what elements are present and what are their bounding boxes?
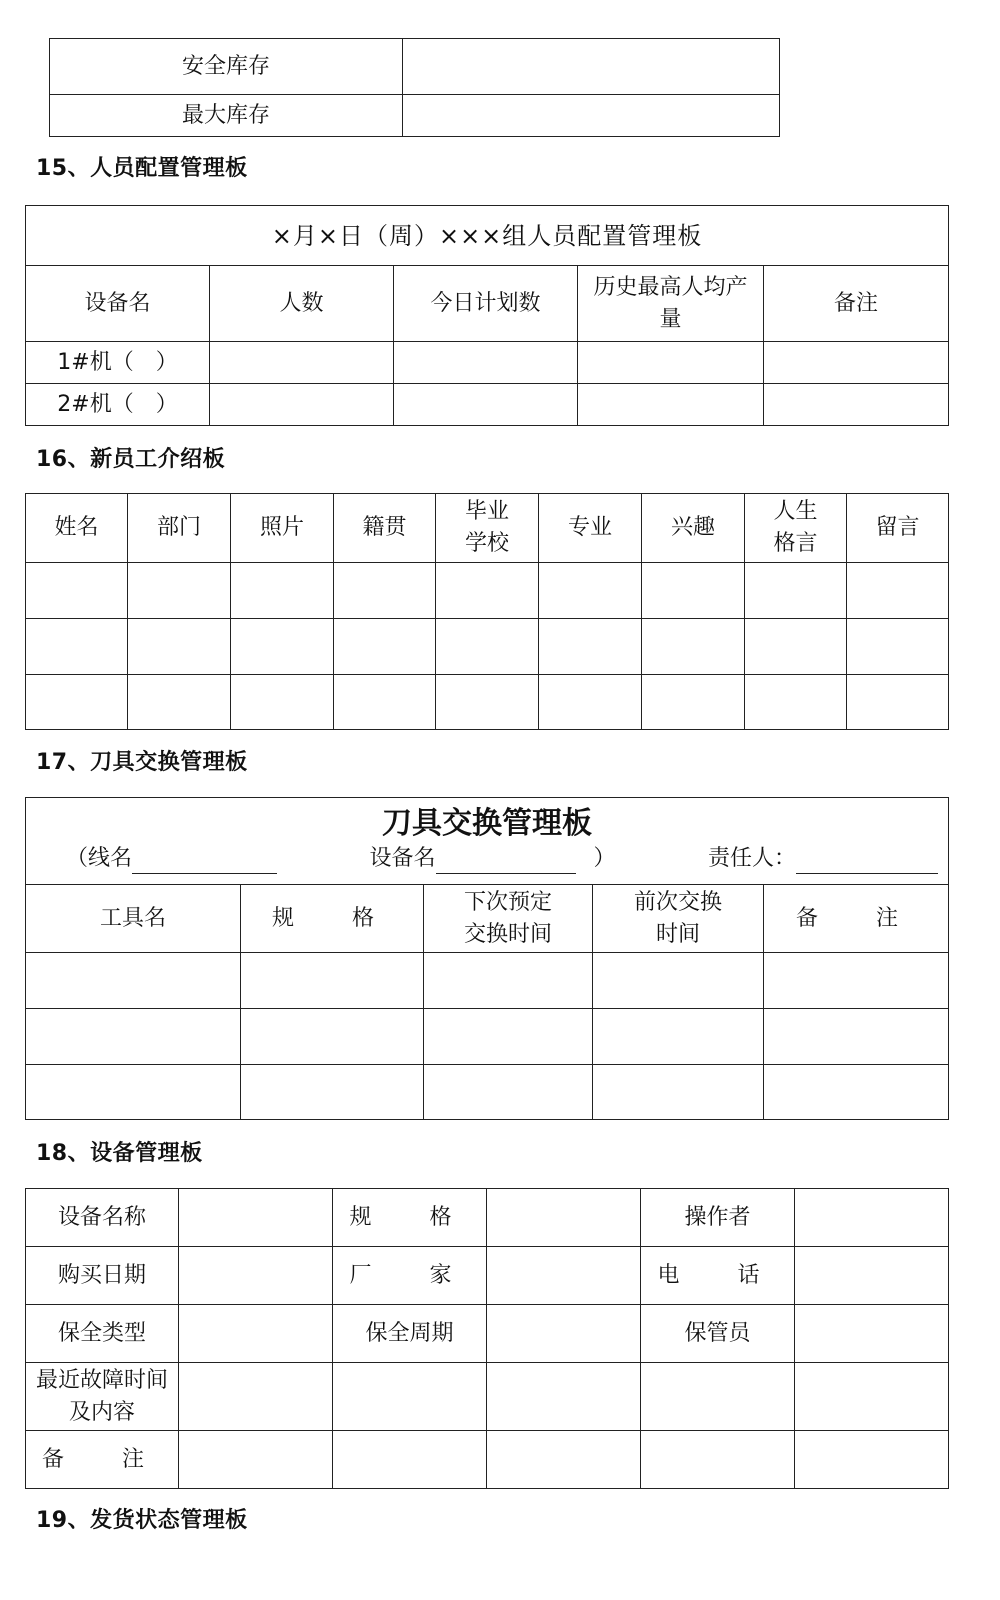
table-cell[interactable] bbox=[795, 1305, 949, 1363]
label-recent-failure: 最近故障时间及内容 bbox=[26, 1363, 179, 1431]
header-spec: 规 格 bbox=[241, 885, 424, 953]
equipment-name-label: 设备名 bbox=[369, 846, 436, 871]
header-remarks: 备注 bbox=[764, 266, 949, 342]
line-name-field[interactable] bbox=[66, 844, 277, 874]
tool-board-meta bbox=[26, 844, 948, 878]
header-historical-best: 历史最高人均产量 bbox=[578, 266, 764, 342]
label-manufacturer: 厂 家 bbox=[333, 1247, 487, 1305]
table-cell[interactable] bbox=[26, 619, 128, 675]
label-phone: 电 话 bbox=[641, 1247, 795, 1305]
line-name-label: （线名 bbox=[66, 846, 133, 871]
table-cell[interactable] bbox=[26, 675, 128, 730]
table-cell[interactable] bbox=[578, 342, 764, 384]
table-cell[interactable] bbox=[847, 563, 949, 619]
table-cell[interactable] bbox=[179, 1305, 333, 1363]
table-cell[interactable] bbox=[436, 563, 539, 619]
table-cell[interactable] bbox=[241, 953, 424, 1009]
table-cell[interactable] bbox=[394, 384, 578, 426]
table-cell[interactable] bbox=[642, 675, 745, 730]
table-cell[interactable] bbox=[642, 619, 745, 675]
label-purchase-date: 购买日期 bbox=[26, 1247, 179, 1305]
header-photo: 照片 bbox=[231, 494, 334, 563]
table-cell[interactable] bbox=[241, 1009, 424, 1065]
label-operator: 操作者 bbox=[641, 1189, 795, 1247]
table-cell[interactable] bbox=[764, 1065, 949, 1120]
table-cell[interactable] bbox=[179, 1431, 333, 1489]
table-cell[interactable] bbox=[641, 1363, 795, 1431]
table-cell[interactable] bbox=[424, 1009, 593, 1065]
table-cell[interactable] bbox=[333, 1431, 487, 1489]
table-cell[interactable] bbox=[179, 1363, 333, 1431]
table-cell[interactable] bbox=[847, 675, 949, 730]
table-cell[interactable] bbox=[436, 619, 539, 675]
max-stock-label: 最大库存 bbox=[50, 95, 403, 137]
owner-label: 责任人： bbox=[707, 846, 796, 871]
table-cell[interactable] bbox=[334, 563, 436, 619]
staffing-board-title: ×月×日（周）×××组人员配置管理板 bbox=[26, 206, 949, 266]
table-cell[interactable] bbox=[487, 1247, 641, 1305]
label-custodian: 保管员 bbox=[641, 1305, 795, 1363]
max-stock-value[interactable] bbox=[403, 95, 780, 137]
table-cell[interactable] bbox=[745, 675, 847, 730]
tool-board-header bbox=[26, 798, 949, 885]
table-cell[interactable] bbox=[210, 384, 394, 426]
table-cell[interactable] bbox=[795, 1363, 949, 1431]
table-cell[interactable] bbox=[487, 1305, 641, 1363]
table-cell[interactable] bbox=[26, 563, 128, 619]
table-cell[interactable] bbox=[578, 384, 764, 426]
section-heading-15: 15、人员配置管理板 bbox=[36, 156, 248, 181]
table-cell[interactable] bbox=[231, 675, 334, 730]
table-cell[interactable] bbox=[487, 1189, 641, 1247]
owner-field[interactable] bbox=[708, 844, 938, 874]
table-cell[interactable] bbox=[487, 1431, 641, 1489]
table-cell[interactable] bbox=[795, 1189, 949, 1247]
table-cell[interactable] bbox=[487, 1363, 641, 1431]
header-equipment-name: 设备名 bbox=[26, 266, 210, 342]
staffing-board-table bbox=[25, 205, 949, 426]
table-cell[interactable] bbox=[593, 953, 764, 1009]
owner-blank[interactable] bbox=[796, 849, 938, 874]
table-cell[interactable] bbox=[334, 619, 436, 675]
header-headcount: 人数 bbox=[210, 266, 394, 342]
table-cell[interactable] bbox=[795, 1431, 949, 1489]
table-cell[interactable] bbox=[641, 1431, 795, 1489]
table-cell[interactable] bbox=[210, 342, 394, 384]
safety-stock-value[interactable] bbox=[403, 39, 780, 95]
equipment-name-blank[interactable] bbox=[436, 849, 576, 874]
table-cell[interactable] bbox=[764, 1009, 949, 1065]
table-cell[interactable] bbox=[764, 384, 949, 426]
header-interests: 兴趣 bbox=[642, 494, 745, 563]
table-cell[interactable] bbox=[128, 675, 231, 730]
table-cell[interactable] bbox=[539, 563, 642, 619]
section-heading-19: 19、发货状态管理板 bbox=[36, 1508, 248, 1533]
table-cell[interactable] bbox=[424, 1065, 593, 1120]
table-cell[interactable] bbox=[745, 563, 847, 619]
table-cell[interactable] bbox=[436, 675, 539, 730]
machine-2-label: 2#机（ ） bbox=[26, 384, 210, 426]
table-cell[interactable] bbox=[424, 953, 593, 1009]
new-employee-board-table bbox=[25, 493, 949, 730]
line-name-blank[interactable] bbox=[132, 849, 277, 874]
label-spec: 规 格 bbox=[333, 1189, 487, 1247]
table-cell[interactable] bbox=[333, 1363, 487, 1431]
table-cell[interactable] bbox=[764, 342, 949, 384]
table-cell[interactable] bbox=[847, 619, 949, 675]
table-cell[interactable] bbox=[764, 953, 949, 1009]
header-major: 专业 bbox=[539, 494, 642, 563]
tool-board-title: 刀具交换管理板 bbox=[382, 806, 592, 841]
table-cell[interactable] bbox=[745, 619, 847, 675]
tool-board-table bbox=[25, 797, 949, 1120]
table-cell[interactable] bbox=[593, 1009, 764, 1065]
safety-stock-label: 安全库存 bbox=[50, 39, 403, 95]
label-maintenance-type: 保全类型 bbox=[26, 1305, 179, 1363]
table-cell[interactable] bbox=[231, 563, 334, 619]
table-cell[interactable] bbox=[179, 1189, 333, 1247]
header-last-exchange: 前次交换时间 bbox=[593, 885, 764, 953]
header-remarks: 备 注 bbox=[764, 885, 949, 953]
section-heading-16: 16、新员工介绍板 bbox=[36, 447, 226, 472]
label-equipment-name: 设备名称 bbox=[26, 1189, 179, 1247]
table-cell[interactable] bbox=[26, 1009, 241, 1065]
header-department: 部门 bbox=[128, 494, 231, 563]
header-hometown: 籍贯 bbox=[334, 494, 436, 563]
header-school: 毕业学校 bbox=[436, 494, 539, 563]
label-remarks: 备 注 bbox=[26, 1431, 179, 1489]
table-cell[interactable] bbox=[394, 342, 578, 384]
header-planned-today: 今日计划数 bbox=[394, 266, 578, 342]
header-next-exchange: 下次预定交换时间 bbox=[424, 885, 593, 953]
machine-1-label: 1#机（ ） bbox=[26, 342, 210, 384]
table-cell[interactable] bbox=[231, 619, 334, 675]
header-tool-name: 工具名 bbox=[26, 885, 241, 953]
close-paren: ） bbox=[593, 846, 616, 871]
table-cell[interactable] bbox=[128, 619, 231, 675]
table-cell[interactable] bbox=[593, 1065, 764, 1120]
table-cell[interactable] bbox=[539, 675, 642, 730]
table-cell[interactable] bbox=[26, 953, 241, 1009]
header-message: 留言 bbox=[847, 494, 949, 563]
table-cell[interactable] bbox=[642, 563, 745, 619]
table-cell[interactable] bbox=[795, 1247, 949, 1305]
table-cell[interactable] bbox=[179, 1247, 333, 1305]
header-motto: 人生格言 bbox=[745, 494, 847, 563]
label-maintenance-cycle: 保全周期 bbox=[333, 1305, 487, 1363]
table-cell[interactable] bbox=[128, 563, 231, 619]
stock-table bbox=[49, 38, 780, 137]
table-cell[interactable] bbox=[241, 1065, 424, 1120]
header-name: 姓名 bbox=[26, 494, 128, 563]
table-cell[interactable] bbox=[26, 1065, 241, 1120]
equipment-name-field[interactable] bbox=[369, 844, 615, 874]
table-cell[interactable] bbox=[334, 675, 436, 730]
section-heading-18: 18、设备管理板 bbox=[36, 1141, 203, 1166]
equipment-board-table bbox=[25, 1188, 949, 1489]
table-cell[interactable] bbox=[539, 619, 642, 675]
section-heading-17: 17、刀具交换管理板 bbox=[36, 750, 248, 775]
